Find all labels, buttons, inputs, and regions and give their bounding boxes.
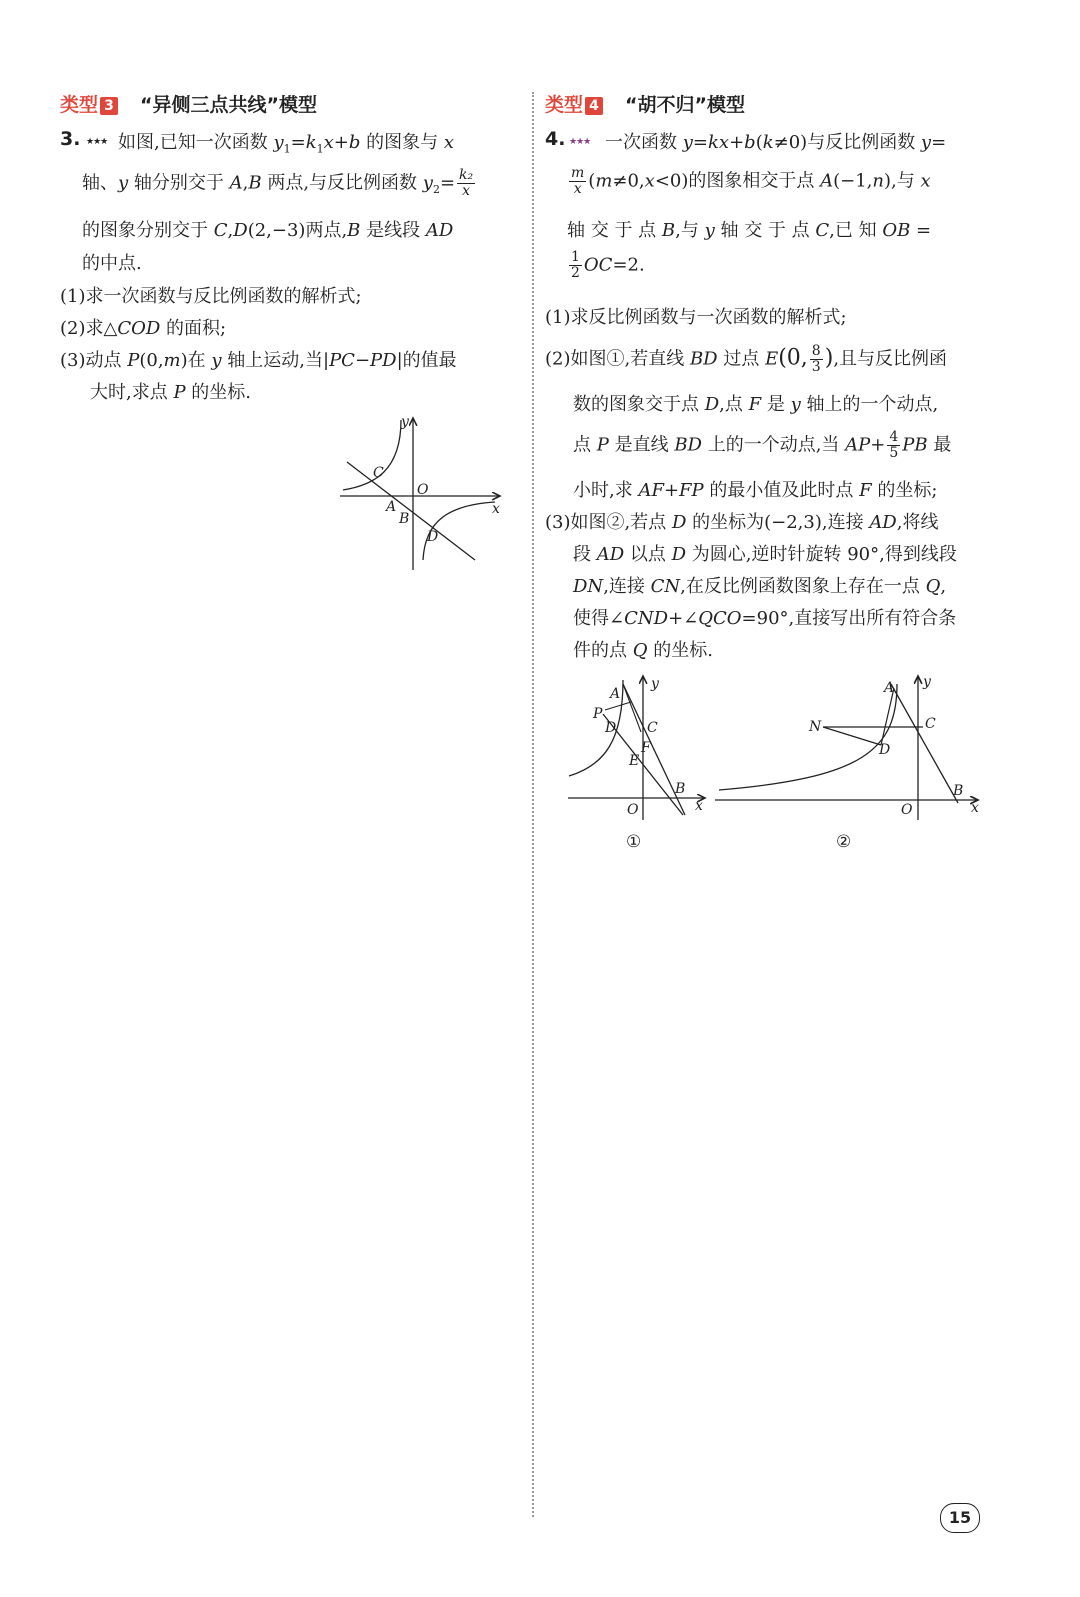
fig2-label-a: A bbox=[884, 680, 895, 696]
problem-4-question-3-line-2: 段 AD 以点 D 为圆心,逆时针旋转 90°,得到线段 bbox=[573, 544, 957, 565]
fig-label-d: D bbox=[427, 529, 439, 545]
page-number: 15 bbox=[940, 1503, 980, 1533]
fig1-label-x: x bbox=[695, 798, 703, 814]
problem-4-question-3-line-3: DN,连接 CN,在反比例函数图象上存在一点 Q, bbox=[573, 576, 947, 597]
problem-3-question-1: (1)求一次函数与反比例函数的解析式; bbox=[60, 286, 362, 307]
problem-4-question-3-line-4: 使得∠CND+∠QCO=90°,直接写出所有符合条 bbox=[573, 608, 957, 629]
fig2-label-d: D bbox=[879, 742, 891, 758]
column-divider bbox=[532, 92, 534, 1517]
problem-3-line-2: 轴、y 轴分别交于 A,B 两点,与反比例函数 $y_2=$ $\frac{\text{k₂}}{x}$ bbox=[82, 167, 474, 199]
fig2-label-b: B bbox=[953, 783, 964, 799]
problem-4-question-2: (2)如图①,若直线 BD 过点 E(0, $\frac{8}{3}$ ),且与反比例函 bbox=[545, 343, 948, 375]
problem-4-question-1: (1)求反比例函数与一次函数的解析式; bbox=[545, 307, 847, 328]
type-label: 类型 bbox=[60, 94, 99, 116]
problem-3-line-4: 的中点. bbox=[82, 253, 142, 274]
segment-da bbox=[881, 688, 894, 745]
fig1-label-c: C bbox=[647, 720, 658, 736]
type-4-heading bbox=[545, 90, 745, 117]
line-ab bbox=[347, 462, 475, 560]
segment-af bbox=[623, 684, 641, 732]
fig1-label-e: E bbox=[629, 753, 640, 769]
line-ab bbox=[891, 684, 958, 803]
problem-3-question-3-cont: 大时,求点 P 的坐标. bbox=[90, 382, 252, 403]
type-label: 类型 bbox=[545, 94, 584, 116]
segment-nd bbox=[823, 727, 881, 745]
figure-1-caption: ① bbox=[626, 832, 642, 852]
type-title: “胡不归”模型 bbox=[625, 94, 745, 116]
fig1-label-b: B bbox=[675, 781, 686, 797]
problem-4-figure-2 bbox=[713, 670, 983, 830]
problem-3-question-2: (2)求△COD 的面积; bbox=[60, 318, 227, 339]
problem-3-question-3: (3)动点 P(0,m)在 y 轴上运动,当|PC−PD|的值最 bbox=[60, 350, 457, 371]
problem-3-figure bbox=[335, 410, 510, 580]
fig2-label-y: y bbox=[923, 674, 931, 690]
problem-4-question-2-line-4: 小时,求 AF+FP 的最小值及此时点 F 的坐标; bbox=[573, 480, 938, 501]
problem-3-line-1: 如图,已知一次函数 $y_1=k_1x+b$ 的图象与 x bbox=[118, 132, 455, 156]
difficulty-stars: ★★★ bbox=[569, 137, 591, 147]
problem-4-line-2: $\frac{m}{x}$ (m≠0,x<0)的图象相交于点 A(−1,n),与 x bbox=[571, 165, 931, 197]
fig-label-b: B bbox=[399, 511, 410, 527]
fig-label-x: x bbox=[492, 501, 500, 517]
hyperbola-branch bbox=[719, 684, 897, 790]
hyperbola-branch-upper-left bbox=[343, 420, 401, 490]
type-title: “异侧三点共线”模型 bbox=[140, 94, 317, 116]
fig2-label-x: x bbox=[971, 800, 979, 816]
type-number-badge: 4 bbox=[585, 97, 603, 115]
fig-label-y: y bbox=[401, 414, 409, 430]
problem-4-line-1: 一次函数 y=kx+b(k≠0)与反比例函数 y= bbox=[605, 132, 947, 153]
fig-label-c: C bbox=[373, 465, 384, 481]
type-number-badge: 3 bbox=[100, 97, 118, 115]
fig1-label-a: A bbox=[610, 686, 621, 702]
problem-4-question-3: (3)如图②,若点 D 的坐标为(−2,3),连接 AD,将线 bbox=[545, 512, 939, 533]
fig2-label-c: C bbox=[925, 716, 936, 732]
problem-4-question-2-line-2: 数的图象交于点 D,点 F 是 y 轴上的一个动点, bbox=[573, 394, 939, 415]
problem-4-question-2-line-3: 点 P 是直线 BD 上的一个动点,当 AP+ $\frac{4}{5}$ PB 最 bbox=[573, 429, 952, 461]
fig1-label-d: D bbox=[605, 720, 617, 736]
segment-pa bbox=[605, 702, 631, 710]
problem-number: 3. bbox=[60, 128, 81, 150]
difficulty-stars: ★★★ bbox=[86, 137, 108, 147]
fig1-label-y: y bbox=[651, 676, 659, 692]
type-3-heading bbox=[60, 90, 317, 117]
fig2-label-o: O bbox=[901, 802, 913, 818]
problem-4-line-4: $\frac{1}{2}$ OC=2. bbox=[571, 249, 645, 281]
fig1-label-f: F bbox=[641, 740, 651, 756]
fig1-label-o: O bbox=[627, 802, 639, 818]
fig1-label-p: P bbox=[593, 706, 603, 722]
problem-number: 4. bbox=[545, 128, 566, 150]
problem-3-line-3: 的图象分别交于 C,D(2,−3)两点,B 是线段 AD bbox=[82, 220, 454, 241]
fig2-label-n: N bbox=[809, 719, 822, 735]
problem-4-question-3-line-5: 件的点 Q 的坐标. bbox=[573, 640, 713, 661]
figure-2-caption: ② bbox=[836, 832, 852, 852]
fig-label-a: A bbox=[386, 499, 397, 515]
fig-label-o: O bbox=[417, 482, 429, 498]
problem-4-line-3: 轴 交 于 点 B,与 y 轴 交 于 点 C,已 知 OB = bbox=[567, 220, 932, 241]
